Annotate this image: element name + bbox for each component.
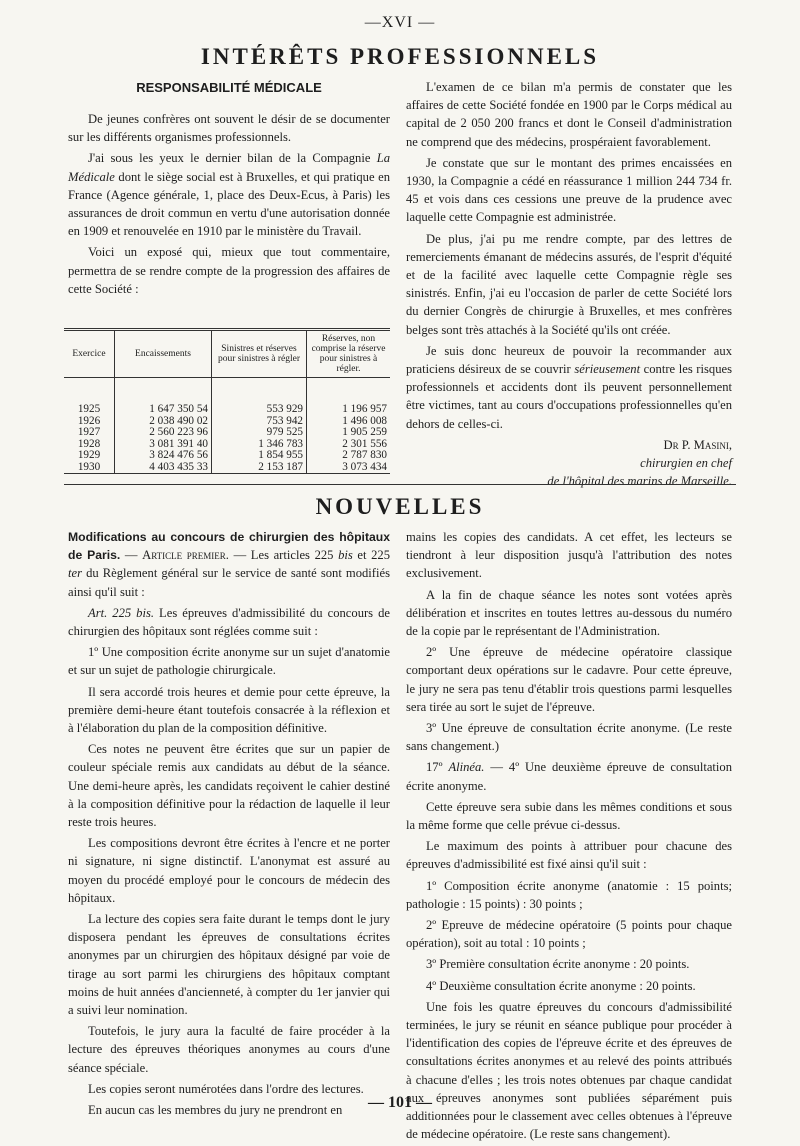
paragraph: 17º Alinéa. — 4º Une deuxième épreuve de consultation écrite anonyme. [406,760,732,793]
roman-page-folio: —XVI — [364,14,436,31]
table-row: 1928 3 081 391 40 1 346 783 2 301 556 [64,439,390,451]
paragraph: 2º Epreuve de médecine opératoire (5 points pour chaque opération), soit au total : 10 points ; [406,918,732,951]
table-header: Réserves, non comprise la réserve pour sinistres à régler. [307,330,391,378]
paragraph: 3º Une épreuve de consultation écrite anonyme. (Le reste sans changement.) [406,721,732,754]
section-title: INTÉRÊTS PROFESSIONNELS [200,44,600,69]
paragraph: 2º Une épreuve de médecine opératoire classique comportant deux opérations sur le cadavre. Pour cette épreuve, le jury ne sera pas tenu d'établir trois questions parmi lesquelles sera tirée au sort le sujet de l'épreuve. [406,645,732,714]
table-row: 1927 2 560 223 96 979 525 1 905 259 [64,427,390,439]
table-row: 1930 4 403 435 33 2 153 187 3 073 434 [64,462,390,474]
news-column-left [68,528,390,1119]
paragraph: Il sera accordé trois heures et demie pour cette épreuve, la première demi-heure étant toutefois consacrée à la réflexion et à l'élaboration du plan de la composition définitive. [68,684,390,736]
paragraph: Le maximum des points à attribuer pour chacune des épreuves d'admissibilité est fixé ainsi qu'il suit : [406,839,732,872]
paragraph: Art. 225 bis. Les épreuves d'admissibilité du concours de chirurgien des hôpitaux sont réglées comme suit : [68,605,390,639]
signature-role: chirurgien en chef [640,456,732,471]
paragraph: Je suis donc heureux de pouvoir la recommander aux praticiens désireux de se couvrir sérieusement contre les risques professionnels et accidents dont ils peuvent personnellement être victimes, tant au cours d'occupations professionnelles qu'en dehors de celles-ci. [406,343,732,431]
paragraph: 3º Première consultation écrite anonyme : 20 points. [426,957,690,972]
signature-name: Dr P. Masini, [663,437,732,452]
signature-place: de l'hôpital des marins de Marseille. [547,474,732,489]
paragraph: 1º Composition écrite anonyme (anatomie : 15 points; pathologie : 15 points) : 30 points ; [406,878,732,911]
table-row: 1929 3 824 476 56 1 854 955 2 787 830 [64,450,390,462]
paragraph: Modifications au concours de chirurgien des hôpitaux de Paris. — Article premier. — Les articles 225 bis et 225 ter du Règlement général sur le service de santé sont modifiés ainsi qu'il suit : [68,530,390,599]
paragraph: Ces notes ne peuvent être écrites que sur un papier de couleur spéciale remis aux candidats au début de la séance. Une demi-heure après, les candidats reçoivent le cahier destiné à la composition définitive pour la rédaction de laquelle il leur reste trois heures. [68,742,390,830]
news-lead: Modifications au concours de chirurgien des hôpitaux de Paris. [68,530,390,563]
table-row: 1925 1 647 350 54 553 929 1 196 957 [64,404,390,416]
paragraph: A la fin de chaque séance les notes sont votées après délibération et inscrites en toutes lettres au-dessous du numéro de la copie par le représentant de l'Administration. [406,587,732,639]
paragraph: En aucun cas les membres du jury ne prendront en [88,1103,343,1118]
paragraph: Toutefois, le jury aura la faculté de faire procéder à la lecture des épreuves théoriques anonymes au cours d'une séance spéciale. [68,1024,390,1075]
paragraph: mains les copies des candidats. A cet effet, les lecteurs se tiendront à leur disposition jusqu'à l'attribution des notes exclusivement. [406,530,732,581]
paragraph: La lecture des copies sera faite durant le temps dont le jury disposera pendant les épreuves de consultations écrites anonymes par un chirurgien des hôpitaux désigné par voie de tirage au sort parmi les chirurgiens des hôpitaux comptant moins de huit années d'ancienneté, à compter du 1er janvier qui a suivi leur nomination. [68,912,390,1018]
table-header: Exercice [64,330,115,378]
paragraph: L'examen de ce bilan m'a permis de constater que les affaires de cette Société fondée en 1900 par le Corps médical au capital de 2 050 200 francs et dont le Conseil d'administration ne comprend que des médecins, prospéraient favorablement. [406,80,732,149]
divider [64,484,736,485]
paragraph: J'ai sous les yeux le dernier bilan de la Compagnie La Médicale dont le siège social est à Bruxelles, et qui pratique en France (Agence générale, 1, place des Deux-Ecus, à Paris) les assurances de droit commun en vertu d'une autorisation donnée en 1909 et renouvelée en 1910 par le ministère du Travail. [68,151,390,239]
news-column-right [406,528,732,1144]
financial-table [64,328,390,474]
page-number: — 101 — [368,1094,432,1111]
table-header: Encaissements [115,330,212,378]
paragraph: Cette épreuve sera subie dans les mêmes conditions et sous la même forme que celle prévue ci-dessus. [406,799,732,833]
paragraph: Une fois les quatre épreuves du concours d'admissibilité terminées, le jury se réunit en séance publique pour procéder à l'identification des copies de l'épreuve écrite et des épreuves de consultations écrites anonymes et au relevé des points attribués à chacune d'elles ; les trois notes obtenues par chaque candidat aux épreuves anonymes sont publiées séparément puis additionnées pour le classement avec celles obtenues à l'épreuve de médecine opératoire. (Le reste sans changement). [406,999,732,1142]
paragraph: De plus, j'ai pu me rendre compte, par des lettres de remerciements émanant de médecins assurés, de l'esprit d'équité et de la facilité avec laquelle cette Compagnie règle ses sinistrés. Enfin, j'ai eu l'occasion de parler de cette Société lors du dernier Congrès de chirurgie à Bruxelles, et mes confrères belges sont très attachés à la Société qu'ils ont créée. [406,231,732,337]
table-row: 1926 2 038 490 02 753 942 1 496 008 [64,416,390,428]
paragraph: Les copies seront numérotées dans l'ordre des lectures. [88,1081,364,1096]
paragraph: Les compositions devront être écrites à l'encre et ne porter ni signature, ni signe distinctif. L'anonymat est assuré au moyen du procédé employé pour le concours de médecin des hôpitaux. [68,836,390,905]
paragraph: 4º Deuxième consultation écrite anonyme : 20 points. [426,978,696,993]
article-column-right [406,78,732,490]
paragraph: De jeunes confrères ont souvent le désir de se documenter sur les différents organismes professionnels. [68,112,390,145]
article-column-left [68,110,390,298]
article-subtitle: RESPONSABILITÉ MÉDICALE [136,80,322,95]
company-name: La Médicale [68,151,390,184]
paragraph: Je constate que sur le montant des primes encaissées en 1930, la Compagnie a cédé en réassurance 1 million 244 734 fr. 45 et vois dans ces cessions une preuve de la prudence avec laquelle cette Compagnie est administrée. [406,155,732,225]
table-header: Sinistres et réserves pour sinistres à régler [212,330,307,378]
paragraph: 1º Une composition écrite anonyme sur un sujet d'anatomie et sur un sujet de pathologie chirurgicale. [68,645,390,678]
paragraph: Voici un exposé qui, mieux que tout commentaire, permettra de se rendre compte de la progression des affaires de cette Société : [68,245,390,296]
news-section-title: NOUVELLES [315,494,485,519]
